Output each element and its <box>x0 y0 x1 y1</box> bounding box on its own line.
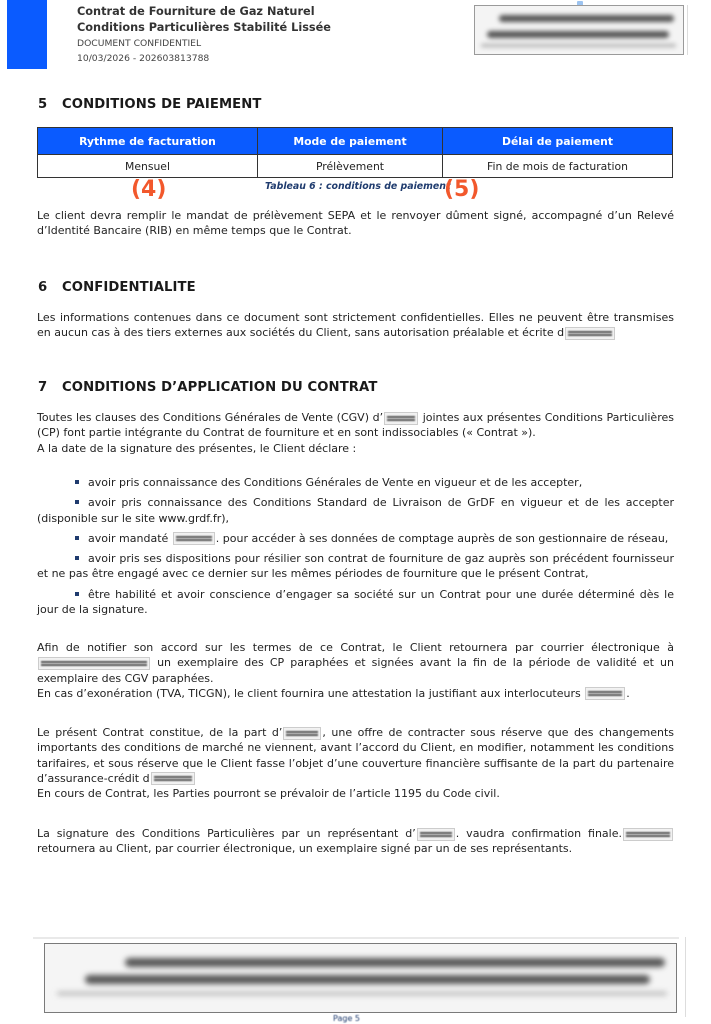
redacted-email <box>38 657 150 670</box>
redacted-company-name <box>283 727 321 740</box>
annotation-marker-4: (4) <box>131 177 167 202</box>
column-header-payment-delay: Délai de paiement <box>443 128 673 155</box>
cgv-text-part2: jointes aux présentes Conditions Particulières (CP) font partie intégrante du Contrat de fourniture et en sont indissociables (« Contrat »). <box>37 411 674 440</box>
table-caption: Tableau 6 : conditions de paiement <box>265 181 451 192</box>
bullet-square-icon <box>75 500 79 504</box>
section-5-heading <box>38 97 262 112</box>
declarations-list <box>37 475 674 622</box>
redacted-company-name <box>173 532 215 545</box>
date-reference: 10/03/2026 - 202603813788 <box>77 53 210 64</box>
list-item-text: avoir pris ses dispositions pour résilier son contrat de fourniture de gaz auprès son précédent fournisseur et ne pas être engagé avec ce dernier sur les mêmes périodes de fourniture que le présent Contrat, <box>37 552 674 581</box>
signature-paragraph <box>37 826 674 857</box>
brand-color-bar <box>7 0 47 69</box>
section-number: 7 <box>38 380 48 395</box>
document-title-line2: Conditions Particulières Stabilité Lissée <box>77 21 331 34</box>
cgv-paragraph <box>37 410 674 456</box>
bullet-square-icon <box>75 556 79 560</box>
notify-text-part1: Afin de notifier son accord sur les termes de ce Contrat, le Client retournera par courrier électronique à <box>37 641 674 654</box>
signature-text-part1: La signature des Conditions Particulières par un représentant d’ <box>37 827 416 840</box>
document-title-line1: Contrat de Fourniture de Gaz Naturel <box>77 5 315 18</box>
list-item <box>75 475 674 490</box>
offer-paragraph <box>37 725 674 801</box>
list-item-text: avoir mandaté <box>88 531 172 545</box>
section-title: CONFIDENTIALITE <box>62 280 196 295</box>
cell-billing-rhythm: Mensuel <box>38 155 258 178</box>
list-item-text: être habilité et avoir conscience d’engager sa société sur un Contrat pour une durée déterminé dès le jour de la signature. <box>37 587 674 617</box>
page-number: Page 5 <box>333 1014 360 1023</box>
cell-payment-mode: Prélèvement <box>258 155 443 178</box>
exoneration-text: En cas d’exonération (TVA, TICGN), le client fournira une attestation la justifiant aux interlocuteurs <box>37 686 585 700</box>
section-title: CONDITIONS D’APPLICATION DU CONTRAT <box>62 380 378 395</box>
civil-code-text: En cours de Contrat, les Parties pourront se prévaloir de l’article 1195 du Code civil. <box>37 787 500 801</box>
list-item-text: avoir pris connaissance des Conditions Générales de Vente en vigueur et de les accepter, <box>88 476 583 489</box>
column-header-billing-rhythm: Rythme de facturation <box>38 128 258 155</box>
section-title: CONDITIONS DE PAIEMENT <box>62 97 262 112</box>
payment-conditions-table <box>37 127 673 178</box>
redacted-company-name <box>623 828 673 841</box>
divider <box>687 5 688 55</box>
notification-paragraph <box>37 640 674 701</box>
list-item <box>37 551 674 582</box>
table-header-row <box>38 128 673 155</box>
client-declares-text: A la date de la signature des présentes, le Client déclare : <box>37 441 357 455</box>
divider <box>685 937 686 1017</box>
offer-text-part1: Le présent Contrat constitue, de la part d’ <box>37 726 283 739</box>
list-item <box>37 587 674 618</box>
bullet-square-icon <box>75 536 79 540</box>
bullet-square-icon <box>75 480 79 484</box>
offer-text-part2: , une offre de contracter sous réserve que des changements importants des conditions de marché ne viennent, avant l’accord du Client, en modifier, notamment les conditions tarifaires, et sous réserve que le Client fasse l’objet d’une couverture financière suffisante de la part du partenaire d’assurance-crédit d <box>37 726 674 785</box>
redacted-company-name <box>565 327 615 340</box>
signature-text-part3: retournera au Client, par courrier électronique, un exemplaire signé par un de ses représentants. <box>37 842 573 856</box>
list-item <box>37 495 674 526</box>
bullet-square-icon <box>75 592 79 596</box>
punctuation: . <box>626 686 630 700</box>
sepa-paragraph: Le client devra remplir le mandat de prélèvement SEPA et le renvoyer dûment signé, accompagné d’un Relevé d’Identité Bancaire (RIB) en même temps que le Contrat. <box>37 209 674 238</box>
column-header-payment-mode: Mode de paiement <box>258 128 443 155</box>
table-row <box>38 155 673 178</box>
section-number: 5 <box>38 97 48 112</box>
confidentiality-paragraph <box>37 310 674 341</box>
confidential-label: DOCUMENT CONFIDENTIEL <box>77 38 202 49</box>
redacted-company-name <box>417 828 455 841</box>
signature-text-part2: . vaudra confirmation finale. <box>455 827 622 840</box>
cgv-text-part1: Toutes les clauses des Conditions Générales de Vente (CGV) d’ <box>37 411 384 424</box>
redacted-logo <box>474 5 684 55</box>
section-6-heading <box>38 280 196 295</box>
list-item <box>75 531 674 546</box>
divider <box>33 937 679 939</box>
redacted-company-name <box>585 687 625 700</box>
section-number: 6 <box>38 280 48 295</box>
section-7-heading <box>38 380 377 395</box>
confidentiality-text: Les informations contenues dans ce document sont strictement confidentielles. Elles ne peuvent être transmises en aucun cas à des tiers externes aux sociétés du Client, sans autorisation préalable et écrite d <box>37 311 674 340</box>
cell-payment-delay: Fin de mois de facturation <box>443 155 673 178</box>
document-header <box>77 4 331 66</box>
notify-text-part2: un exemplaire des CP paraphées et signées avant la fin de la période de validité et un exemplaire des CGV paraphées. <box>37 656 674 685</box>
list-item-text: avoir pris connaissance des Conditions Standard de Livraison de GrDF en vigueur et de les accepter (disponible sur le site www.grdf.fr), <box>37 496 674 525</box>
redacted-footer <box>44 943 677 1013</box>
annotation-marker-5: (5) <box>444 177 480 202</box>
redacted-company-name <box>384 412 418 425</box>
list-item-text: . pour accéder à ses données de comptage auprès de son gestionnaire de réseau, <box>215 531 669 545</box>
redacted-company-name <box>151 772 195 785</box>
